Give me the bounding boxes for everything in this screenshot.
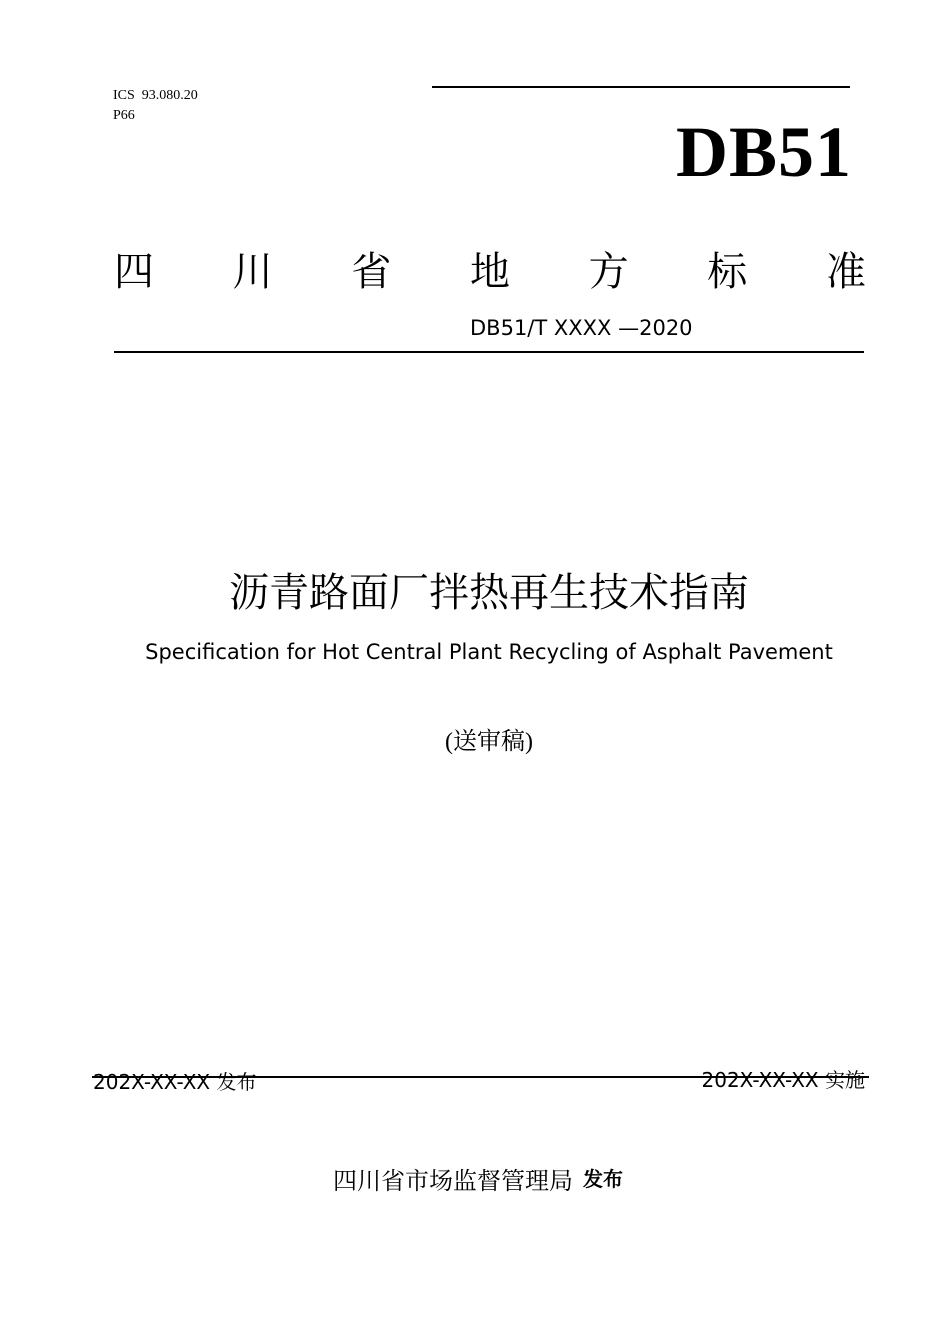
document-title-cn: 沥青路面厂拌热再生技术指南 [229,570,749,616]
standard-type-char: 地 [469,249,510,295]
ccs-code: P66 [113,108,135,123]
top-divider [432,86,850,88]
standard-prefix: DB51 [675,112,852,192]
standard-type-heading [114,246,866,298]
document-title-en: Specification for Hot Central Plant Recycling of Asphalt Pavement [145,640,833,664]
standard-type-char: 四 [114,249,154,295]
standard-number: DB51/T XXXX —2020 [470,316,693,340]
standard-type-char: 川 [232,249,273,295]
header-divider [114,351,864,353]
standard-type-char: 准 [825,249,866,295]
standard-type-char: 标 [707,249,748,295]
standard-type-char: 省 [351,249,392,295]
publish-verb: 发布 [583,1167,623,1191]
publisher-line [0,1164,950,1199]
ics-code: ICS 93.080.20 [113,88,198,103]
standard-type-char: 方 [588,249,629,295]
issue-date: 202X-XX-XX 发布 [93,1070,257,1094]
publisher-name: 四川省市场监督管理局 [333,1167,573,1195]
draft-status: (送审稿) [445,729,533,755]
classification-codes [113,86,198,126]
implementation-date: 202X-XX-XX 实施 [701,1068,865,1092]
